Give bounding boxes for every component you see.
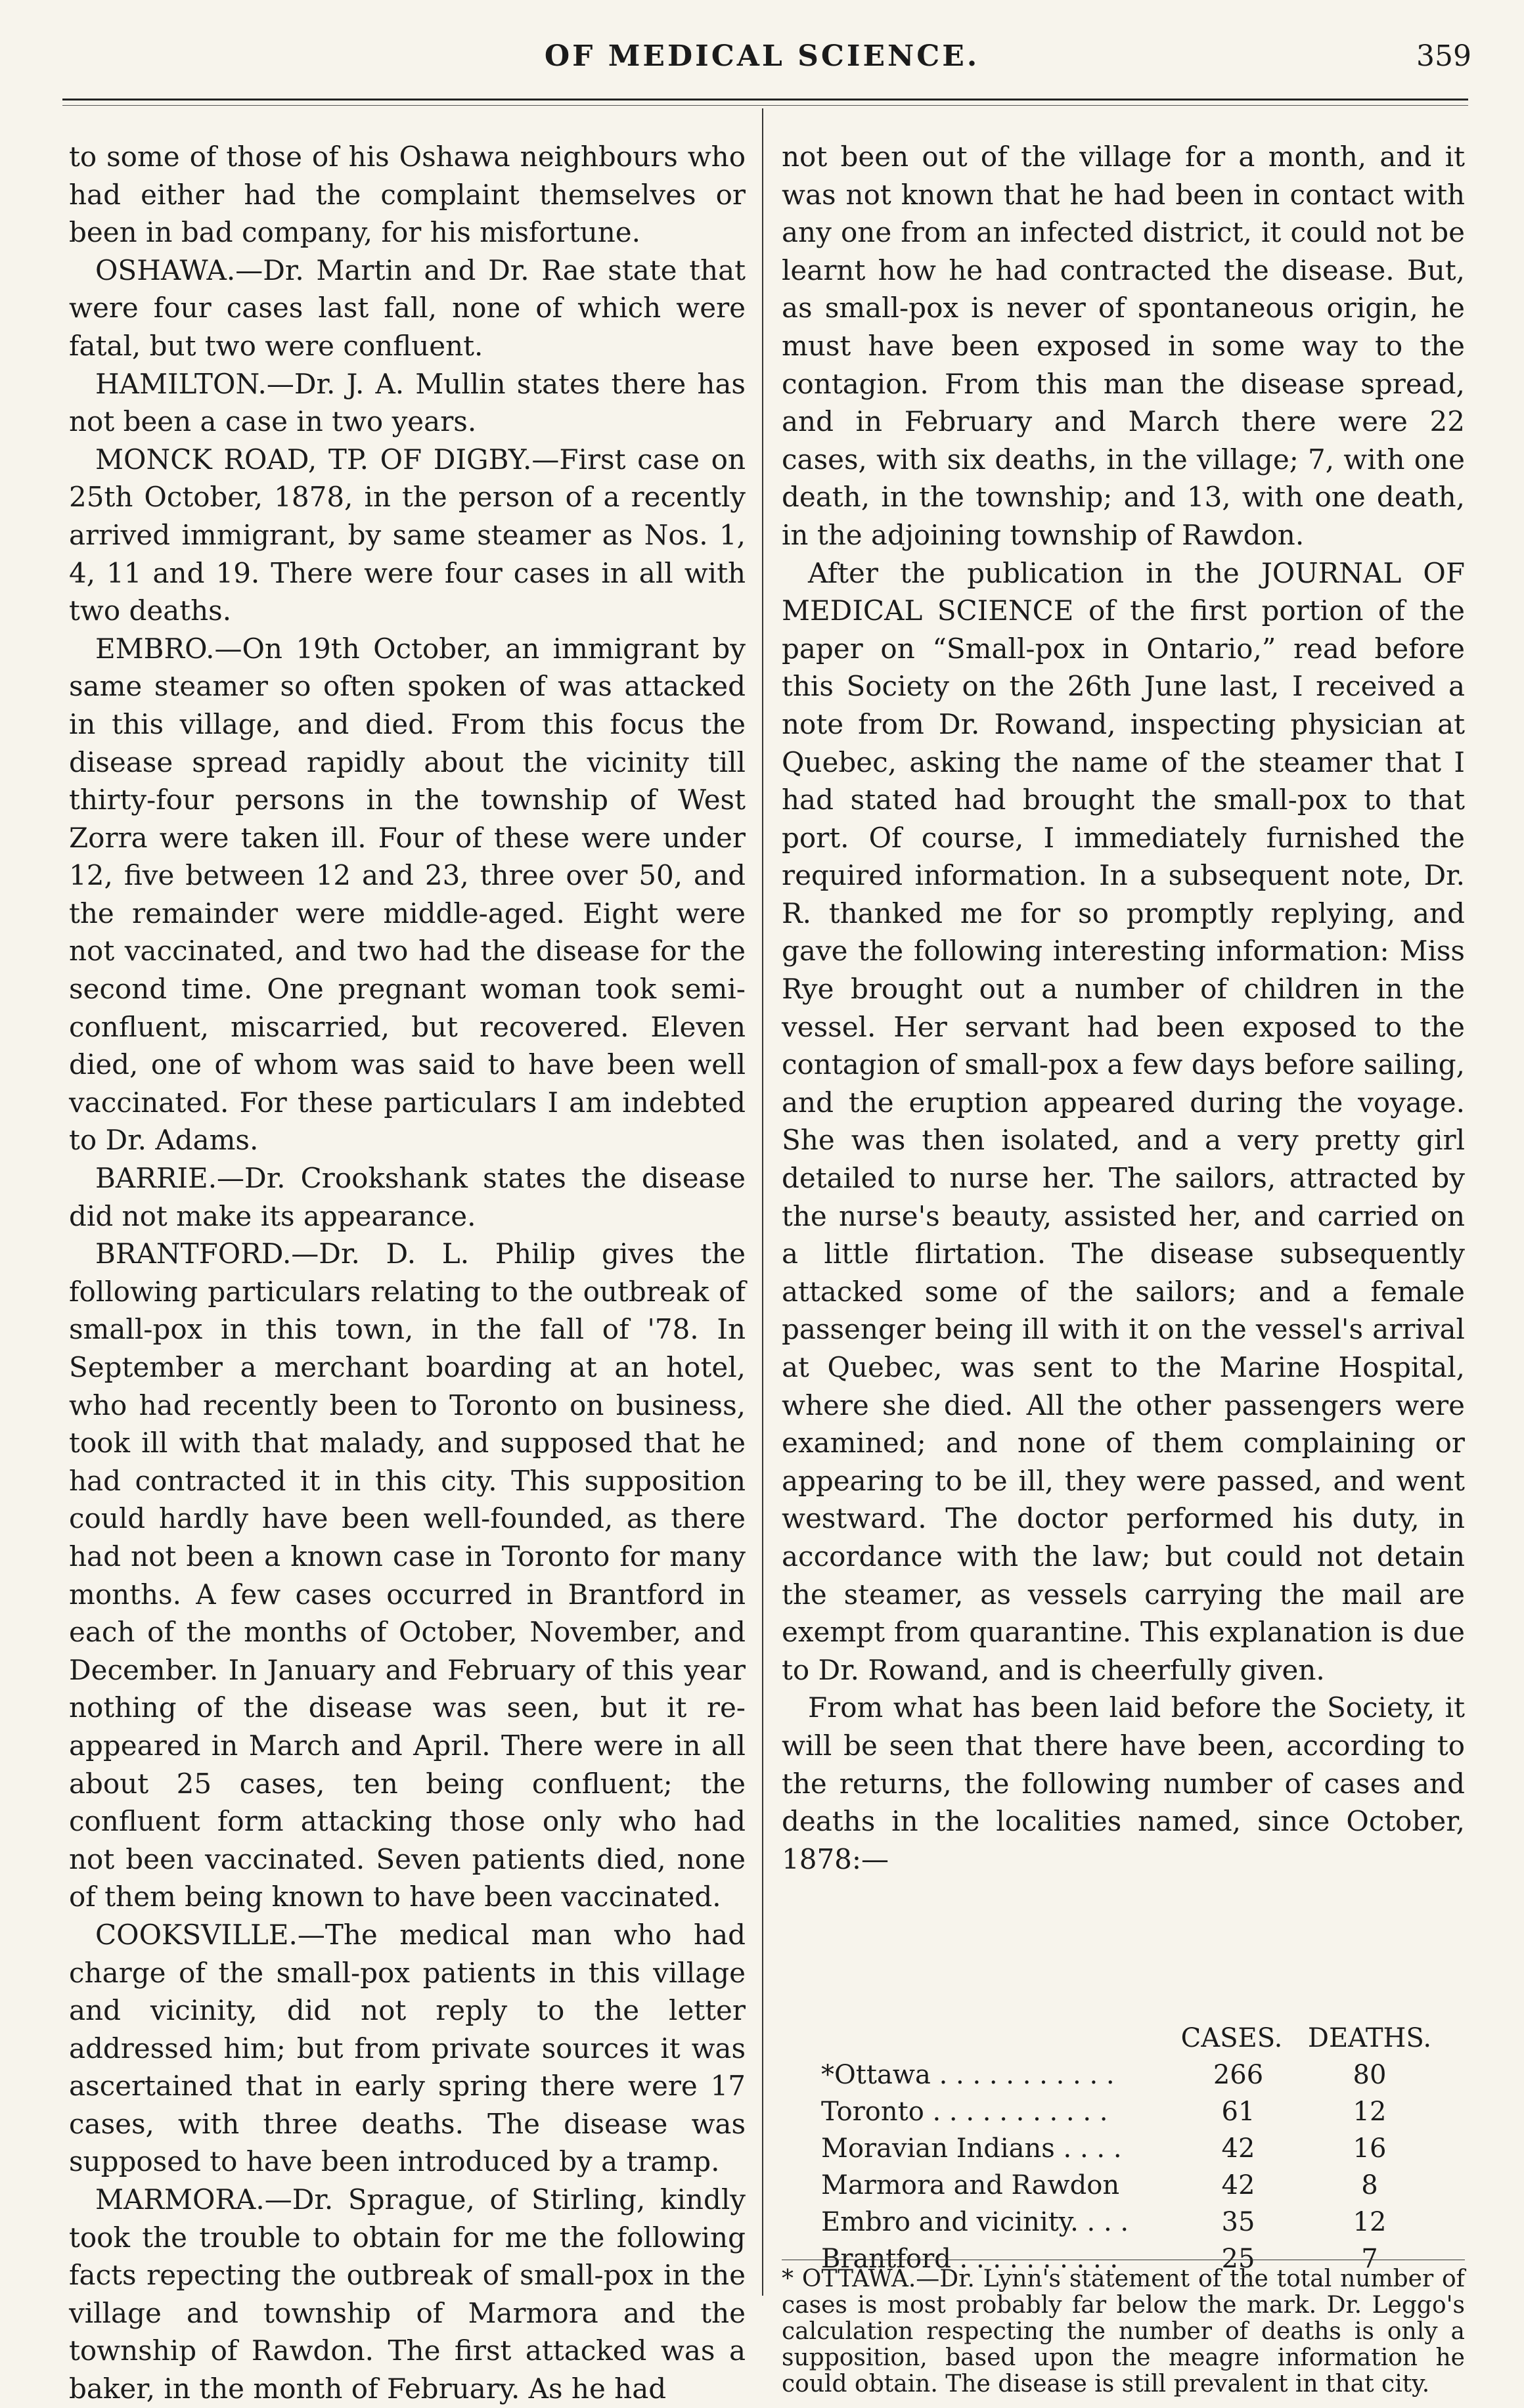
cases-value: 42: [1221, 2133, 1255, 2164]
deaths-value: 8: [1361, 2170, 1378, 2200]
table-row: [782, 2097, 1465, 2133]
table-row: [782, 2133, 1465, 2170]
table-header: [782, 2023, 1465, 2060]
paragraph: From what has been laid before the Society, it will be seen that there have been, according to the returns, the following number of cases and deaths in the localities named, since October, 1878:—: [782, 1691, 1465, 1875]
right-column: [782, 138, 1465, 1878]
deaths-value: 80: [1353, 2060, 1387, 2090]
paragraph: After the publication in the JOURNAL OF MEDICAL SCIENCE of the first portion of the paper on “Small-pox in Ontario,” read before this Society on the 26th June last, I received a note from Dr. Rowand, inspecting physician at Quebec, asking the name of the steamer that I had stated had brought the small-pox to that port. Of course, I immediately furnished the required information. In a subsequent note, Dr. R. thanked me for so promptly replying, and gave the following interesting information: Miss Rye brought out a number of children in the vessel. Her servant had been exposed to the contagion of small-pox a few days before sailing, and the eruption appeared during the voyage. She was then isolated, and a very pretty girl detailed to nurse her. The sailors, attracted by the nurse's beauty, assisted her, and carried on a little flirtation. The disease subsequently attacked some of the sailors; and a female passenger being ill with it on the vessel's arrival at Quebec, was sent to the Marine Hospital, where she died. All the other passengers were examined; and none of them complaining or appearing to be ill, they were passed, and went westward. The doctor performed his duty, in accordance with the law; but could not detain the steamer, as vessels carrying the mail are exempt from quarantine. This explanation is due to Dr. Rowand, and is cheerfully given.: [782, 556, 1465, 1686]
deaths-value: 12: [1353, 2207, 1387, 2237]
paragraph: MARMORA.—Dr. Sprague, of Stirling, kindly took the trouble to obtain for me the following facts repecting the outbreak of small-pox in the village and township of Marmora and the township of Rawdon. The first attacked was a baker, in the month of February. As he had: [69, 2183, 746, 2405]
locality: Marmora and Rawdon: [821, 2170, 1120, 2200]
deaths-value: 12: [1353, 2097, 1387, 2127]
paragraph: OSHAWA.—Dr. Martin and Dr. Rae state that were four cases last fall, none of which were fatal, but two were confluent.: [69, 254, 746, 362]
paragraph: MONCK ROAD, TP. OF DIGBY.—First case on 25th October, 1878, in the person of a recently arrived immigrant, by same steamer as Nos. 1, 4, 11 and 19. There were four cases in all with two deaths.: [69, 443, 746, 627]
header-rule: [62, 99, 1468, 100]
deaths-value: 7: [1361, 2244, 1378, 2274]
header-deaths: DEATHS.: [1307, 2023, 1432, 2053]
deaths-value: 16: [1353, 2133, 1387, 2164]
footnote: * OTTAWA.—Dr. Lynn's statement of the total number of cases is most probably far below the mark. Dr. Leggo's calculation respecting the number of deaths is only a supposition, based upon the meagre information he could obtain. The disease is still prevalent in that city.: [782, 2265, 1465, 2397]
locality: *Ottawa . . . . . . . . . . .: [821, 2060, 1115, 2090]
table-row: [782, 2170, 1465, 2207]
locality: Moravian Indians . . . .: [821, 2133, 1122, 2164]
paragraph: COOKSVILLE.—The medical man who had charge of the small-pox patients in this village and vicinity, did not reply to the letter addressed him; but from private sources it was ascertained that in early spring there were 17 cases, with three deaths. The disease was supposed to have been introduced by a tramp.: [69, 1918, 746, 2178]
table-row: [782, 2207, 1465, 2244]
column-divider: [762, 108, 763, 2296]
paragraph: EMBRO.—On 19th October, an immigrant by same steamer so often spoken of was attacked in this village, and died. From this focus the disease spread rapidly about the vicinity till thirty-four persons in the township of West Zorra were taken ill. Four of these were under 12, five between 12 and 23, three over 50, and the remainder were middle-aged. Eight were not vaccinated, and two had the disease for the second time. One pregnant woman took semi-confluent, miscarried, but recovered. Eleven died, one of whom was said to have been well vaccinated. For these particulars I am indebted to Dr. Adams.: [69, 632, 746, 1157]
cases-value: 42: [1221, 2170, 1255, 2200]
locality: Embro and vicinity. . . .: [821, 2207, 1129, 2237]
cases-value: 266: [1213, 2060, 1264, 2090]
running-title: OF MEDICAL SCIENCE.: [544, 39, 980, 73]
locality: Toronto . . . . . . . . . . .: [821, 2097, 1108, 2127]
cases-value: 61: [1221, 2097, 1255, 2127]
table-row: [782, 2060, 1465, 2097]
paragraph: BRANTFORD.—Dr. D. L. Philip gives the following particulars relating to the outbreak of small-pox in this town, in the fall of '78. In September a merchant boarding at an hotel, who had recently been to Toronto on business, took ill with that malady, and supposed that he had contracted it in this city. This supposition could hardly have been well-founded, as there had not been a known case in Toronto for many months. A few cases occurred in Brantford in each of the months of October, November, and December. In January and February of this year nothing of the disease was seen, but it re-appeared in March and April. There were in all about 25 cases, ten being confluent; the confluent form attacking those only who had not been vaccinated. Seven patients died, none of them being known to have been vaccinated.: [69, 1237, 746, 1913]
cases-value: 35: [1221, 2207, 1255, 2237]
paragraph: BARRIE.—Dr. Crookshank states the disease did not make its appearance.: [69, 1162, 746, 1232]
locality: Brantford . . . . . . . . . .: [821, 2244, 1119, 2274]
running-header: [0, 39, 1524, 99]
left-column: [69, 138, 746, 2408]
page-number: 359: [1416, 39, 1471, 73]
cases-value: 25: [1221, 2244, 1255, 2274]
paragraph: not been out of the village for a month, and it was not known that he had been in contact with any one from an infected district, it could not be learnt how he had contracted the disease. But, as small-pox is never of spontaneous origin, he must have been exposed in some way to the contagion. From this man the disease spread, and in February and March there were 22 cases, with six deaths, in the village; 7, with one death, in the township; and 13, with one death, in the adjoining township of Rawdon.: [782, 141, 1465, 551]
paragraph: HAMILTON.—Dr. J. A. Mullin states there has not been a case in two years.: [69, 367, 746, 438]
header-cases: CASES.: [1180, 2023, 1283, 2053]
header-rule-thin: [62, 105, 1468, 106]
cases-deaths-table: [782, 2023, 1465, 2281]
paragraph: to some of those of his Oshawa neighbours who had either had the complaint themselves or been in bad company, for his misfortune.: [69, 141, 746, 249]
